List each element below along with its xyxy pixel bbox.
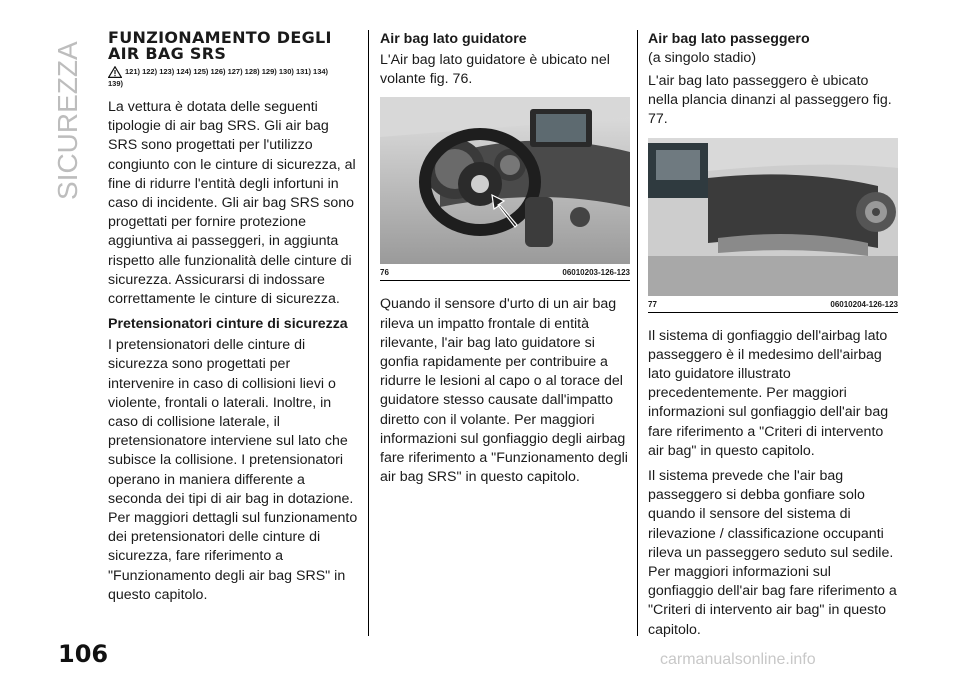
- section-title-line2: AIR BAG SRS: [108, 44, 227, 63]
- section-side-label-text: SICUREZZA: [52, 41, 83, 200]
- warning-refs-line2: 139): [108, 79, 124, 88]
- dashboard-image: [648, 138, 898, 296]
- passenger-airbag-subtitle: (a singolo stadio): [648, 50, 757, 66]
- figure-76-caption: [380, 264, 630, 281]
- figure-77-caption: [648, 296, 898, 313]
- figure-76: [380, 97, 630, 281]
- steering-wheel-image: [380, 97, 630, 264]
- driver-airbag-intro: L'Air bag lato guidatore è ubicato nel volante fig. 76.: [380, 52, 610, 88]
- column-passenger-airbag: [648, 30, 900, 646]
- site-watermark: carmanualsonline.info: [660, 651, 816, 668]
- passenger-airbag-paragraph-2: Il sistema prevede che l'air bag passeggero si debba gonfiare solo quando il sensore del sistema di rilevazione / classificazione occupanti rileva un passeggero seduto sul sedile. Per maggiori informazioni sul gonfiaggio dell'air bag fare riferimento a "Criteri di intervento air bag" in questo capitolo.: [648, 468, 897, 638]
- driver-airbag-heading: Air bag lato guidatore: [380, 31, 527, 47]
- page-number: 106: [58, 640, 109, 668]
- column-divider: [637, 30, 638, 636]
- warning-reference-list: [108, 66, 329, 90]
- warning-triangle-icon: [108, 66, 122, 78]
- passenger-dashboard-illustration: [648, 138, 898, 296]
- passenger-airbag-heading: Air bag lato passeggero: [648, 31, 810, 47]
- section-title-line1: FUNZIONAMENTO DEGLI: [108, 28, 332, 47]
- section-side-label: [52, 30, 92, 200]
- intro-paragraph: La vettura è dotata delle seguenti tipologie di air bag SRS. Gli air bag SRS sono progettati per l'utilizzo congiunto con le cinture di sicurezza, al fine di ridurre l'entità degli infortuni in caso di incidente. Gli air bag SRS sono progettati per fornire protezione aggiuntiva ai passeggeri, in aggiunta rispetto alle funzionalità delle cinture di sicurezza. Assicurarsi di indossare correttamente le cinture di sicurezza.: [108, 99, 356, 308]
- figure-77: [648, 138, 898, 313]
- figure-77-number: 77: [648, 299, 657, 309]
- steering-wheel-illustration: [380, 97, 630, 264]
- pretensioner-heading: Pretensionatori cinture di sicurezza: [108, 316, 348, 333]
- figure-77-code: 06010204-126-123: [830, 299, 898, 309]
- warning-references: [108, 66, 358, 90]
- section-title: [108, 30, 358, 62]
- passenger-airbag-intro: L'air bag lato passeggero è ubicato nella plancia dinanzi al passeggero fig. 77.: [648, 73, 892, 128]
- driver-airbag-paragraph: Quando il sensore d'urto di un air bag rileva un impatto frontale di entità rilevante, l'air bag lato guidatore si gonfia rapidamente per contribuire a ridurre le lesioni al capo o al torace del guidatore stesso causate dall'impatto diretto con il volante. Per maggiori informazioni sul gonfiaggio degli airbag fare riferimento a "Funzionamento degli air bag SRS" in questo capitolo.: [380, 296, 628, 486]
- figure-76-code: 06010203-126-123: [562, 268, 630, 278]
- passenger-airbag-paragraph-1: Il sistema di gonfiaggio dell'airbag lato passeggero è il medesimo dell'airbag lato guidatore illustrato precedentemente. Per maggiori informazioni sul gonfiaggio dell'air bag fare riferimento a "Criteri di intervento air bag" in questo capitolo.: [648, 327, 889, 459]
- column-driver-airbag: [380, 30, 630, 493]
- warning-refs-line1: 121) 122) 123) 124) 125) 126) 127) 128) 129) 130) 131) 134): [125, 67, 329, 76]
- column-divider: [368, 30, 369, 636]
- pretensioner-paragraph: I pretensionatori delle cinture di sicurezza sono progettati per intervenire in caso di collisioni lievi o violente, frontali o laterali. Inoltre, in caso di collisione laterale, il pretensionatore interviene sul lato che subisce la collisione. I pretensionatori operano in maniera differente a seconda dei tipi di air bag in dotazione. Per maggiori dettagli sul funzionamento dei pretensionatori delle cinture di sicurezza, fare riferimento a "Funzionamento degli air bag SRS" in questo capitolo.: [108, 337, 358, 603]
- column-airbag-operation: [108, 30, 358, 611]
- figure-76-number: 76: [380, 268, 389, 278]
